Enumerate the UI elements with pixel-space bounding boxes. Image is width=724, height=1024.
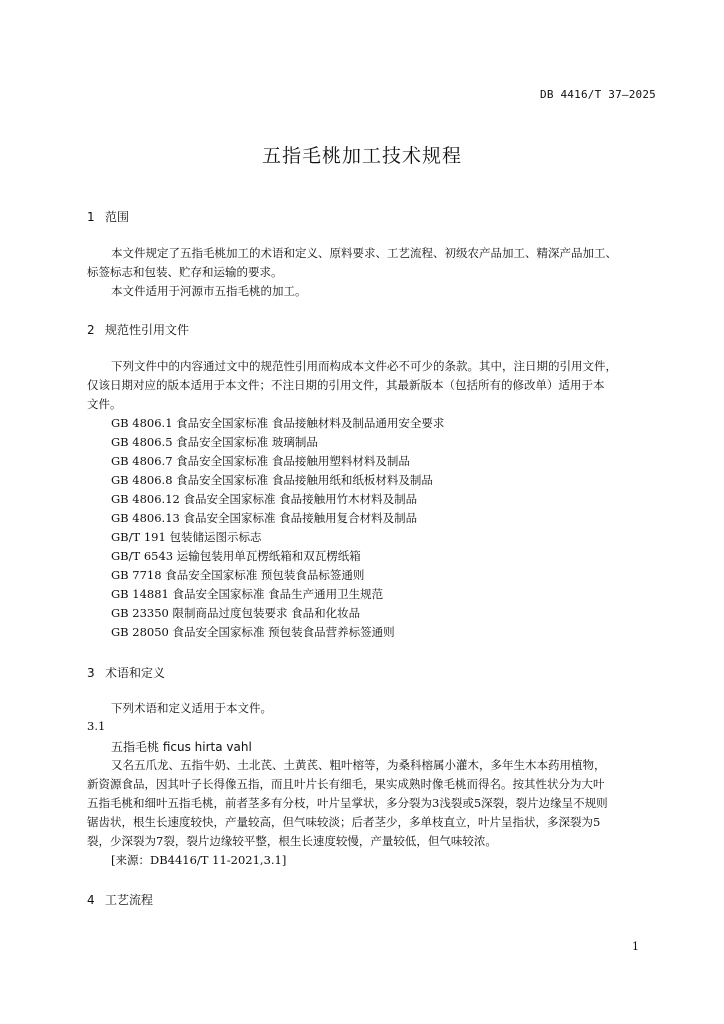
section-heading-references xyxy=(87,321,189,338)
term-definition-line: 五指毛桃和细叶五指毛桃，前者茎多有分枝，叶片呈掌状，多分裂为3浅裂或5深裂，裂片边缘呈不规则 xyxy=(87,796,608,810)
section-number: 3 xyxy=(87,666,95,680)
term-source: [来源：DB4416/T 11-2021,3.1] xyxy=(111,853,287,867)
term-definition-line: 又名五爪龙、五指牛奶、土北芪、土黄芪、粗叶榕等，为桑科榕属小灌木，多年生木本药用植物， xyxy=(111,758,606,772)
section-number: 2 xyxy=(87,323,95,337)
reference-item: GB 4806.8 食品安全国家标准 食品接触用纸和纸板材料及制品 xyxy=(111,473,433,487)
reference-item: GB 4806.13 食品安全国家标准 食品接触用复合材料及制品 xyxy=(111,511,418,525)
references-intro-line: 下列文件中的内容通过文中的规范性引用而构成本文件必不可少的条款。其中，注日期的引用文件， xyxy=(111,359,617,373)
section-number: 4 xyxy=(87,893,95,907)
term-definition-line: 锯齿状，根生长速度较快，产量较高，但气味较淡；后者茎少，多单枝直立，叶片呈指状，多深裂为5 xyxy=(87,815,601,829)
section-title: 术语和定义 xyxy=(105,666,166,680)
reference-item: GB 4806.1 食品安全国家标准 食品接触材料及制品通用安全要求 xyxy=(111,416,445,430)
references-intro-line: 仅该日期对应的版本适用于本文件；不注日期的引用文件，其最新版本（包括所有的修改单）适用于本 xyxy=(87,378,605,392)
reference-item: GB 7718 食品安全国家标准 预包装食品标签通则 xyxy=(111,568,365,582)
document-title: 五指毛桃加工技术规程 xyxy=(261,145,462,167)
section-heading-process xyxy=(87,891,153,908)
scope-applicability: 本文件适用于河源市五指毛桃的加工。 xyxy=(111,284,307,298)
references-intro-line: 文件。 xyxy=(87,397,122,411)
section-title: 规范性引用文件 xyxy=(105,323,190,337)
terms-intro: 下列术语和定义适用于本文件。 xyxy=(111,701,272,715)
section-title: 工艺流程 xyxy=(105,893,154,907)
section-heading-scope xyxy=(87,208,129,225)
clause-number: 3.1 xyxy=(87,719,106,733)
scope-paragraph-line: 标签标志和包装、贮存和运输的要求。 xyxy=(87,265,283,279)
section-title: 范围 xyxy=(105,210,130,224)
page-number: 1 xyxy=(632,940,639,953)
term-name: 五指毛桃 ficus hirta vahl xyxy=(111,740,252,754)
term-definition-line: 新资源食品，因其叶子长得像五指，而且叶片长有细毛，果实成熟时像毛桃而得名。按其性状分为大叶 xyxy=(87,777,605,791)
reference-item: GB/T 191 包装储运图示标志 xyxy=(111,530,262,544)
reference-item: GB 4806.5 食品安全国家标准 玻璃制品 xyxy=(111,435,318,449)
scope-paragraph-line: 本文件规定了五指毛桃加工的术语和定义、原料要求、工艺流程、初级农产品加工、精深产品加工、 xyxy=(111,246,617,260)
reference-item: GB 4806.7 食品安全国家标准 食品接触用塑料材料及制品 xyxy=(111,454,410,468)
reference-item: GB/T 6543 运输包装用单瓦楞纸箱和双瓦楞纸箱 xyxy=(111,549,361,563)
reference-item: GB 4806.12 食品安全国家标准 食品接触用竹木材料及制品 xyxy=(111,492,418,506)
section-heading-terms xyxy=(87,664,165,681)
section-number: 1 xyxy=(87,210,95,224)
standard-code: DB 4416/T 37—2025 xyxy=(540,88,656,101)
reference-item: GB 28050 食品安全国家标准 预包装食品营养标签通则 xyxy=(111,625,395,639)
reference-item: GB 14881 食品安全国家标准 食品生产通用卫生规范 xyxy=(111,587,384,601)
term-definition-line: 裂，少深裂为7裂，裂片边缘较平整，根生长速度较慢，产量较低，但气味较浓。 xyxy=(87,834,497,848)
reference-item: GB 23350 限制商品过度包装要求 食品和化妆品 xyxy=(111,606,361,620)
